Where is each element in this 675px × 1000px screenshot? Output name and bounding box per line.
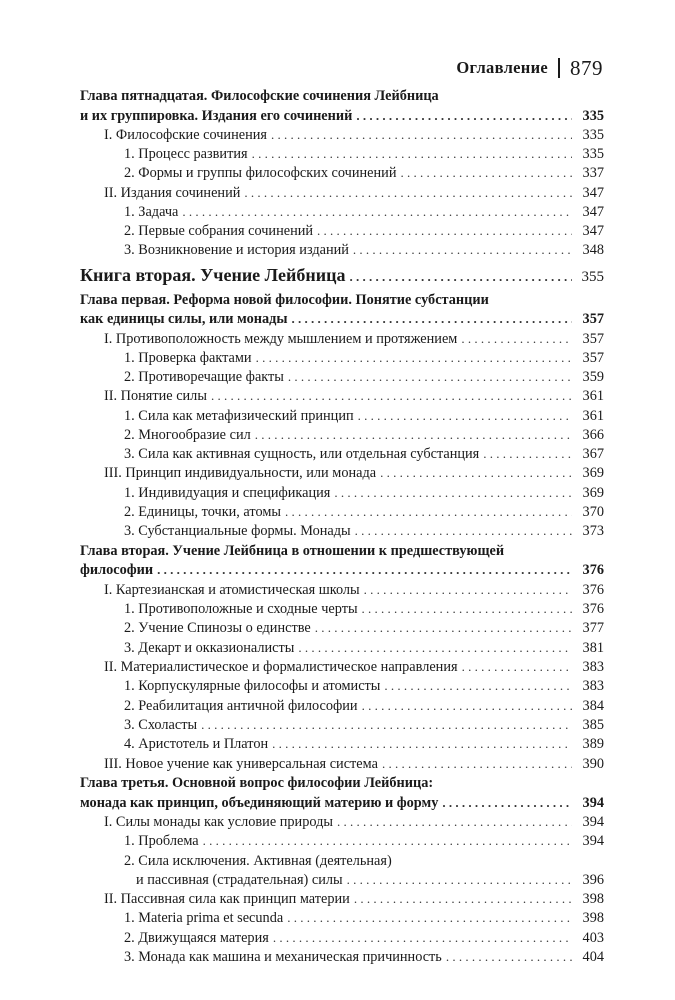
toc-entry-page: 383	[582, 659, 604, 675]
dot-leader	[353, 240, 572, 260]
toc-entry-page: 355	[581, 269, 604, 285]
toc-entry	[0, 734, 675, 754]
toc-entry-label: 2. Формы и группы философских сочинений	[124, 165, 397, 181]
dot-leader	[255, 425, 572, 445]
dot-leader	[182, 202, 572, 222]
toc-entry-page: 396	[582, 872, 604, 888]
dot-leader	[203, 831, 572, 851]
dot-leader	[337, 812, 572, 832]
toc-entry	[0, 928, 675, 948]
toc-entry-label: и пассивная (страдательная) силы	[136, 872, 343, 888]
toc-entry-page: 373	[582, 523, 604, 539]
toc-entry-label: как единицы силы, или монады	[80, 311, 288, 327]
dot-leader	[354, 889, 572, 909]
toc-entry-label: 2. Единицы, точки, атомы	[124, 504, 282, 520]
dot-leader	[334, 483, 572, 503]
toc-entry	[0, 309, 675, 329]
toc-entry-label: 3. Схоласты	[124, 717, 198, 733]
toc-entry	[0, 86, 675, 106]
toc-entry-page: 385	[582, 717, 604, 733]
toc-entry-page: 335	[582, 127, 604, 143]
toc-entry-page: 347	[582, 204, 604, 220]
toc-entry-page: 376	[582, 582, 604, 598]
toc-entry	[0, 541, 675, 561]
toc-entry-page: 398	[582, 910, 604, 926]
toc-entry	[0, 263, 675, 287]
dot-leader	[256, 348, 572, 368]
toc-entry-label: II. Материалистическое и формалистическое направления	[104, 659, 458, 675]
toc-entry-page: 403	[582, 930, 604, 946]
toc-entry	[0, 444, 675, 464]
toc-entry-page: 383	[582, 678, 604, 694]
toc-entry-label: III. Новое учение как универсальная система	[104, 756, 378, 772]
dot-leader	[288, 367, 572, 387]
toc-entry-page: 376	[582, 562, 604, 578]
toc-entry	[0, 657, 675, 677]
toc-entry-page: 347	[582, 185, 604, 201]
toc-entry	[0, 908, 675, 928]
toc-entry-page: 394	[582, 795, 604, 811]
toc-entry	[0, 870, 675, 890]
toc-entry	[0, 618, 675, 638]
toc-entry	[0, 793, 675, 813]
running-head-separator	[558, 58, 560, 78]
toc-entry	[0, 425, 675, 445]
toc-entry-label: 2. Противоречащие факты	[124, 369, 284, 385]
toc-entry-page: 370	[582, 504, 604, 520]
toc-entry-label: 3. Возникновение и история изданий	[124, 242, 349, 258]
toc-entry-label: I. Философские сочинения	[104, 127, 267, 143]
dot-leader	[287, 908, 572, 928]
page-number: 879	[570, 55, 603, 80]
toc-entry	[0, 754, 675, 774]
toc-entry-label: 1. Materia prima et secunda	[124, 910, 284, 926]
toc-entry-label: философии	[80, 562, 154, 578]
toc-entry	[0, 638, 675, 658]
dot-leader	[285, 502, 572, 522]
dot-leader	[400, 163, 572, 183]
toc-entry-page: 389	[582, 736, 604, 752]
toc-entry	[0, 406, 675, 426]
toc-entry-page: 366	[582, 427, 604, 443]
toc-entry-page: 377	[582, 620, 604, 636]
dot-leader	[364, 580, 572, 600]
toc-entry-label: 3. Монада как машина и механическая причинность	[124, 949, 442, 965]
toc-entry	[0, 502, 675, 522]
dot-leader	[244, 183, 572, 203]
toc-entry-page: 381	[582, 640, 604, 656]
running-head-title: Оглавление	[456, 58, 548, 77]
toc-entry-page: 357	[582, 311, 604, 327]
toc-entry	[0, 221, 675, 241]
toc-entry-page: 359	[582, 369, 604, 385]
toc-entry	[0, 947, 675, 967]
dot-leader	[298, 638, 572, 658]
toc-entry-label: 1. Проблема	[124, 833, 199, 849]
toc-entry-label: Глава пятнадцатая. Философские сочинения Лейбница	[80, 88, 439, 104]
dot-leader	[315, 618, 572, 638]
toc-entry-label: и их группировка. Издания его сочинений	[80, 108, 353, 124]
toc-entry-label: Глава вторая. Учение Лейбница в отношении к предшествующей	[80, 543, 505, 559]
toc-entry	[0, 773, 675, 793]
toc-entry-label: 2. Учение Спинозы о единстве	[124, 620, 311, 636]
toc-entry	[0, 163, 675, 183]
toc-entry	[0, 183, 675, 203]
dot-leader	[271, 125, 572, 145]
toc-entry-page: 348	[582, 242, 604, 258]
running-head	[456, 56, 603, 80]
toc-entry	[0, 889, 675, 909]
toc-entry-label: монада как принцип, объединяющий материю и форму	[80, 795, 439, 811]
dot-leader	[201, 715, 572, 735]
dot-leader	[347, 870, 572, 890]
toc-entry	[0, 386, 675, 406]
toc-entry	[0, 290, 675, 310]
toc-entry-label: 1. Сила как метафизический принцип	[124, 408, 354, 424]
dot-leader	[382, 754, 572, 774]
dot-leader	[362, 696, 572, 716]
toc-entry-page: 376	[582, 601, 604, 617]
toc-entry-label: II. Понятие силы	[104, 388, 207, 404]
toc-entry-page: 390	[582, 756, 604, 772]
toc-entry-label: Глава первая. Реформа новой философии. Понятие субстанции	[80, 292, 489, 308]
dot-leader	[211, 386, 572, 406]
toc-entry	[0, 812, 675, 832]
toc-entry-label: 1. Противоположные и сходные черты	[124, 601, 358, 617]
toc-entry	[0, 851, 675, 871]
dot-leader	[356, 106, 572, 126]
toc-entry-label: 1. Задача	[124, 204, 179, 220]
toc-entry	[0, 125, 675, 145]
dot-leader	[384, 676, 572, 696]
toc-entry	[0, 367, 675, 387]
toc-entry-label: 3. Субстанциальные формы. Монады	[124, 523, 351, 539]
toc-entry-page: 394	[582, 814, 604, 830]
toc-entry-label: 2. Первые собрания сочинений	[124, 223, 314, 239]
toc-entry	[0, 521, 675, 541]
toc-entry-label: III. Принцип индивидуальности, или монада	[104, 465, 377, 481]
toc-entry	[0, 715, 675, 735]
toc-entry-label: 2. Движущаяся материя	[124, 930, 269, 946]
toc-entry-label: Глава третья. Основной вопрос философии Лейбница:	[80, 775, 434, 791]
toc-entry-label: II. Пассивная сила как принцип материи	[104, 891, 350, 907]
dot-leader	[272, 734, 572, 754]
dot-leader	[380, 463, 572, 483]
toc-entry-page: 361	[582, 388, 604, 404]
toc-entry	[0, 560, 675, 580]
toc-entry-label: 2. Сила исключения. Активная (деятельная)	[124, 853, 392, 869]
toc-entry	[0, 831, 675, 851]
toc-entry	[0, 483, 675, 503]
toc-entry-page: 347	[582, 223, 604, 239]
toc-entry-page: 337	[582, 165, 604, 181]
toc-entry-page: 357	[582, 331, 604, 347]
toc-entry-label: 1. Процесс развития	[124, 146, 248, 162]
toc-entry-page: 398	[582, 891, 604, 907]
toc-entry-label: II. Издания сочинений	[104, 185, 241, 201]
dot-leader	[355, 521, 572, 541]
toc-entry-label: 1. Индивидуация и спецификация	[124, 485, 331, 501]
toc-entry-label: I. Силы монады как условие природы	[104, 814, 333, 830]
dot-leader	[462, 657, 572, 677]
toc-entry-label: 4. Аристотель и Платон	[124, 736, 269, 752]
dot-leader	[446, 947, 572, 967]
dot-leader	[273, 928, 572, 948]
dot-leader	[252, 144, 572, 164]
toc-entry	[0, 599, 675, 619]
toc-entry-label: 1. Проверка фактами	[124, 350, 252, 366]
toc-entry	[0, 696, 675, 716]
dot-leader	[358, 406, 572, 426]
toc-entry-page: 367	[582, 446, 604, 462]
toc-entry-label: I. Противоположность между мышлением и протяжением	[104, 331, 458, 347]
toc-entry	[0, 348, 675, 368]
toc-entry-label: 1. Корпускулярные философы и атомисты	[124, 678, 381, 694]
toc-entry-label: Книга вторая. Учение Лейбница	[80, 265, 346, 285]
toc-entry	[0, 329, 675, 349]
dot-leader	[292, 309, 572, 329]
toc-entry-page: 384	[582, 698, 604, 714]
toc-entry-label: 2. Реабилитация античной философии	[124, 698, 358, 714]
toc-entry	[0, 144, 675, 164]
toc-entry-page: 394	[582, 833, 604, 849]
toc-entry-page: 357	[582, 350, 604, 366]
toc-entry	[0, 463, 675, 483]
toc-entry-label: 2. Многообразие сил	[124, 427, 251, 443]
toc-entry	[0, 106, 675, 126]
toc-entry-label: 3. Сила как активная сущность, или отдельная субстанция	[124, 446, 480, 462]
toc-entry-page: 369	[582, 485, 604, 501]
toc-entry-label: I. Картезианская и атомистическая школы	[104, 582, 360, 598]
dot-leader	[349, 265, 572, 289]
dot-leader	[442, 793, 572, 813]
toc-entry-page: 335	[582, 146, 604, 162]
toc-entry	[0, 676, 675, 696]
toc-entry-page: 335	[582, 108, 604, 124]
toc-entry-page: 361	[582, 408, 604, 424]
toc-entry-label: 3. Декарт и окказионалисты	[124, 640, 295, 656]
toc-entry-page: 369	[582, 465, 604, 481]
dot-leader	[483, 444, 572, 464]
toc-entry-page: 404	[582, 949, 604, 965]
dot-leader	[317, 221, 572, 241]
toc-entry	[0, 202, 675, 222]
toc-entry	[0, 580, 675, 600]
toc-entry	[0, 240, 675, 260]
dot-leader	[157, 560, 572, 580]
dot-leader	[461, 329, 572, 349]
dot-leader	[362, 599, 572, 619]
